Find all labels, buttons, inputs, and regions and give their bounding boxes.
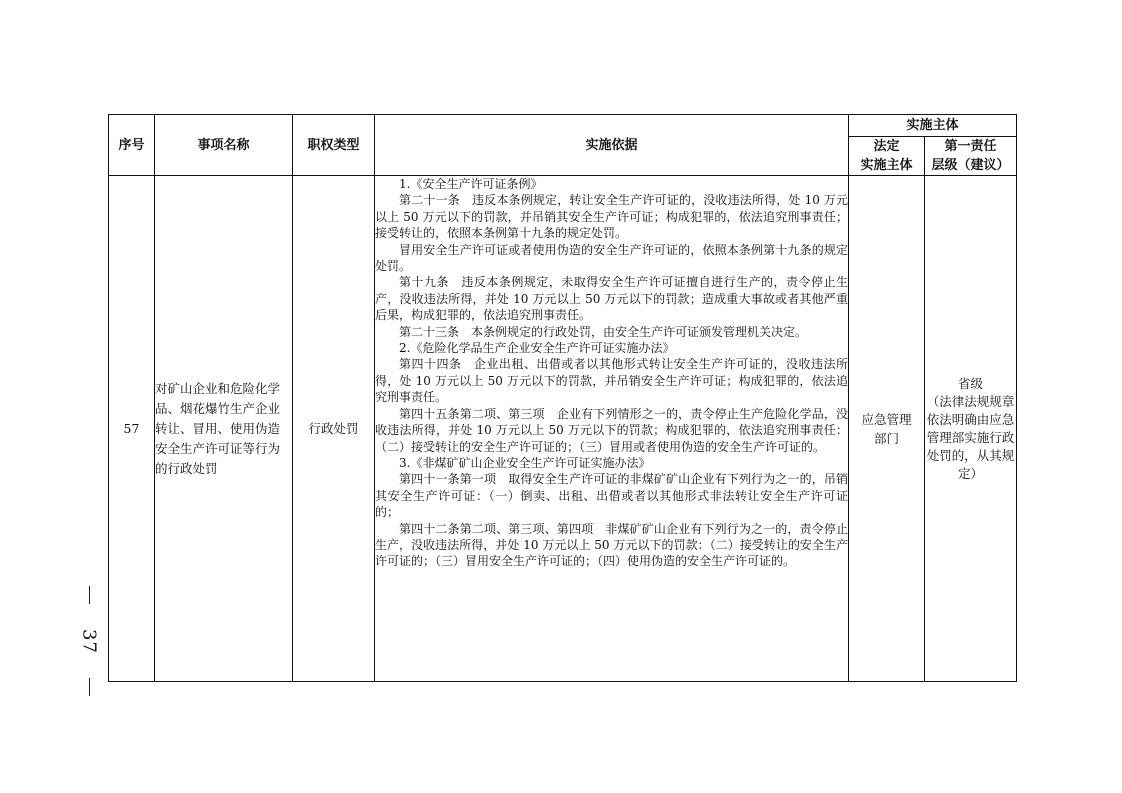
level-main: 省级 bbox=[958, 375, 984, 391]
cell-basis bbox=[375, 176, 849, 682]
header-first-resp-line1: 第一责任 bbox=[944, 139, 997, 154]
cell-first-resp-level bbox=[925, 176, 1017, 682]
table-row bbox=[109, 176, 1017, 682]
legal-subject-text: 应急管理部门 bbox=[861, 411, 912, 446]
power-list-table bbox=[108, 114, 1017, 682]
cell-item-name: 对矿山企业和危险化学品、烟花爆竹生产企业转让、冒用、使用伪造安全生产许可证等行为的行政处罚 bbox=[155, 176, 293, 682]
level-note: （法律法规规章依法明确由应急管理部实施行政处罚的，从其规定） bbox=[926, 393, 1015, 481]
header-seq: 序号 bbox=[109, 115, 155, 176]
basis-paragraph: 第四十五条第二项、第三项 企业有下列情形之一的，责令停止生产危险化学品，没收违法所得，并处 10 万元以上 50 万元以下的罚款；构成犯罪的，依法追究刑事责任：（二）接受转让的安全生产许可证的；（三）冒用或者使用伪造的安全生产许可证的。 bbox=[375, 406, 848, 454]
basis-paragraph: 2.《危险化学品生产企业安全生产许可证实施办法》 bbox=[399, 341, 675, 356]
page-number-value: 37 bbox=[78, 628, 100, 654]
page-number-dash-top bbox=[89, 586, 90, 604]
basis-paragraph: 3.《非煤矿矿山企业安全生产许可证实施办法》 bbox=[399, 455, 651, 470]
page-number-dash-bottom bbox=[89, 678, 90, 696]
header-legal-subject bbox=[849, 137, 925, 176]
basis-paragraph: 冒用安全生产许可证或者使用伪造的安全生产许可证的，依照本条例第十九条的规定处罚。 bbox=[375, 242, 848, 274]
basis-paragraph: 1.《安全生产许可证条例》 bbox=[399, 177, 543, 191]
header-first-resp-line2: 层级（建议） bbox=[931, 158, 1010, 173]
basis-paragraph: 第二十三条 本条例规定的行政处罚，由安全生产许可证颁发管理机关决定。 bbox=[399, 324, 808, 339]
basis-paragraph: 第四十四条 企业出租、出借或者以其他形式转让安全生产许可证的，没收违法所得，处 10 万元以上 50 万元以下的罚款，并吊销安全生产许可证；构成犯罪的，依法追究刑事责任。 bbox=[375, 357, 848, 405]
basis-paragraph: 第四十一条第一项 取得安全生产许可证的非煤矿矿山企业有下列行为之一的，吊销其安全生产许可证：（一）倒卖、出租、出借或者以其他形式非法转让安全生产许可证的； bbox=[375, 472, 848, 520]
page-number bbox=[74, 586, 104, 696]
basis-paragraph: 第二十一条 违反本条例规定，转让安全生产许可证的，没收违法所得，处 10 万元以上 50 万元以下的罚款，并吊销其安全生产许可证；构成犯罪的，依法追究刑事责任；接受转让的，依照本条例第十九条的规定处罚。 bbox=[375, 193, 848, 241]
cell-legal-subject bbox=[849, 176, 925, 682]
cell-power-type: 行政处罚 bbox=[293, 176, 375, 682]
header-legal-subject-line2: 实施主体 bbox=[860, 158, 913, 173]
cell-seq: 57 bbox=[109, 176, 155, 682]
header-power-type: 职权类型 bbox=[293, 115, 375, 176]
header-basis: 实施依据 bbox=[375, 115, 849, 176]
basis-paragraph: 第十九条 违反本条例规定，未取得安全生产许可证擅自进行生产的，责令停止生产，没收违法所得，并处 10 万元以上 50 万元以下的罚款；造成重大事故或者其他严重后果，构成犯罪的，依法追究刑事责任。 bbox=[375, 275, 848, 323]
header-implementing-subject: 实施主体 bbox=[849, 115, 1017, 137]
basis-paragraph: 第四十二条第二项、第三项、第四项 非煤矿矿山企业有下列行为之一的，责令停止生产，没收违法所得，并处 10 万元以上 50 万元以下的罚款：（二）接受转让的安全生产许可证的；（三）冒用安全生产许可证的；（四）使用伪造的安全生产许可证的。 bbox=[375, 521, 848, 569]
header-item-name: 事项名称 bbox=[155, 115, 293, 176]
header-first-responsibility bbox=[925, 137, 1017, 176]
header-legal-subject-line1: 法定 bbox=[873, 139, 900, 154]
